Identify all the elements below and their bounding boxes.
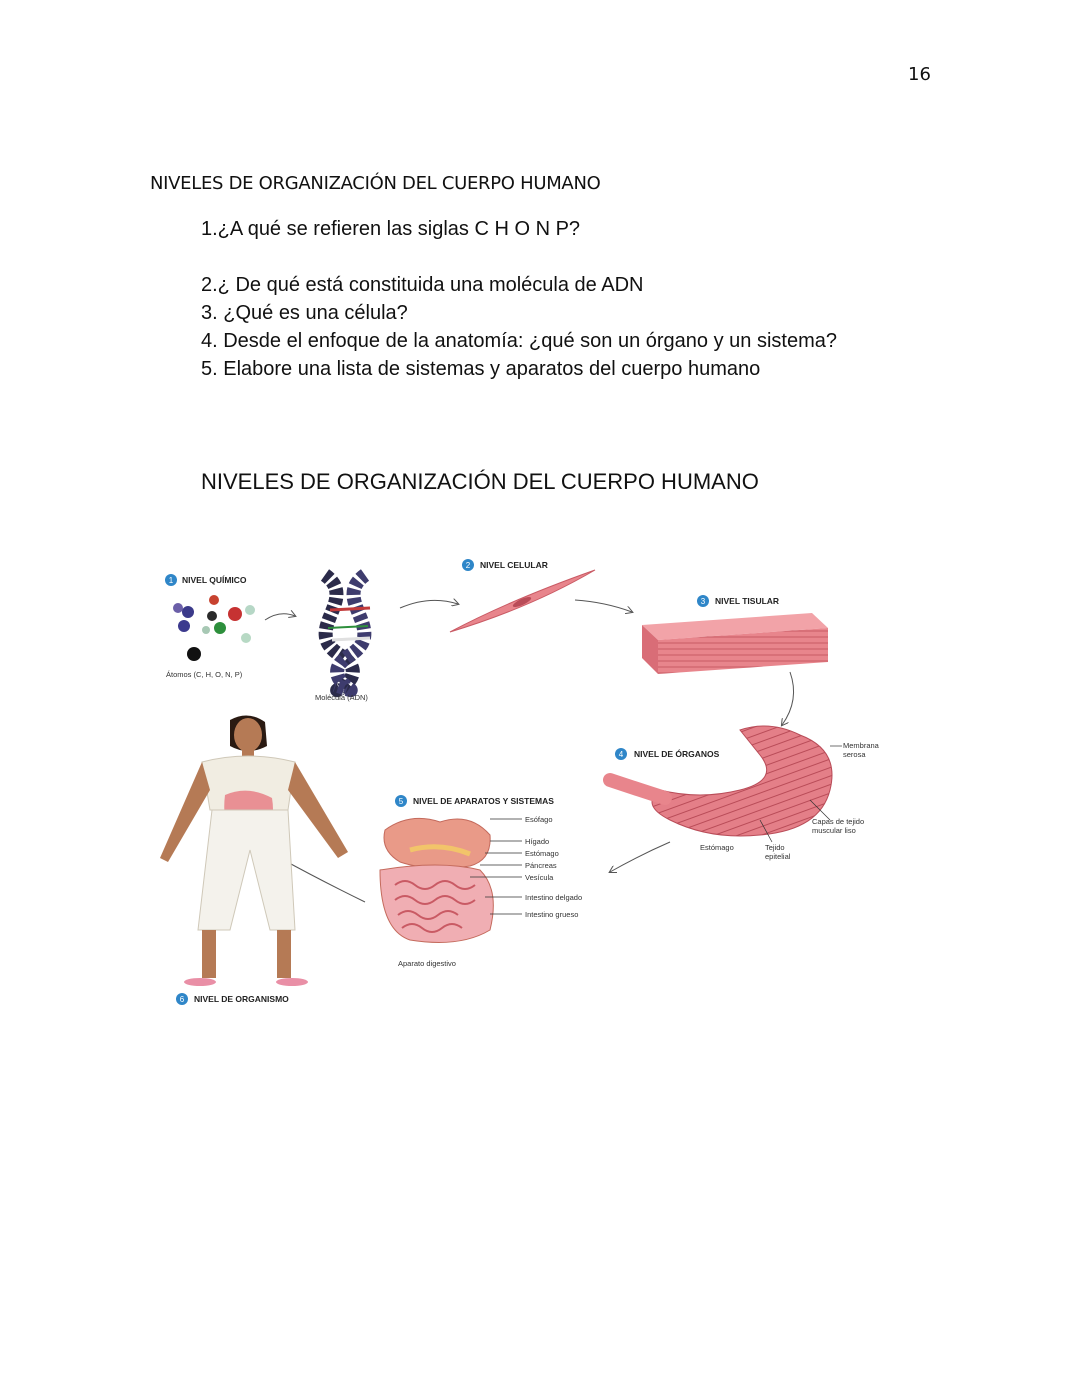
muscle-layers-label-line-1: Capas de tejido bbox=[812, 817, 865, 826]
level-6-number: 6 bbox=[179, 995, 185, 1004]
molecule-label: Molécula (ADN) bbox=[315, 693, 368, 702]
digestive-label-pancreas: Páncreas bbox=[525, 861, 557, 870]
epithelial-label-line-2: epitelial bbox=[765, 852, 791, 861]
girl-illustration bbox=[160, 715, 348, 986]
level-2-number: 2 bbox=[465, 561, 471, 570]
digestive-system-illustration bbox=[380, 818, 493, 942]
question-3: 3. ¿Qué es una célula? bbox=[201, 302, 408, 324]
atoms-illustration bbox=[173, 595, 255, 661]
arrow-1-2 bbox=[265, 614, 295, 620]
organization-levels-diagram bbox=[140, 550, 920, 1020]
digestive-caption: Aparato digestivo bbox=[398, 959, 456, 968]
digestive-label-esofago: Esófago bbox=[525, 815, 553, 824]
question-5: 5. Elabore una lista de sistemas y aparatos del cuerpo humano bbox=[201, 358, 761, 380]
digestive-label-higado: Hígado bbox=[525, 837, 550, 846]
level-3-number: 3 bbox=[700, 597, 706, 606]
level-3-tissue bbox=[642, 595, 828, 675]
level-1-number: 1 bbox=[168, 576, 174, 585]
digestive-label-intestino-grueso: Intestino grueso bbox=[525, 910, 579, 919]
level-6-label: NIVEL DE ORGANISMO bbox=[194, 994, 289, 1004]
question-2: 2.¿ De qué está constituida una molécula de ADN bbox=[201, 274, 644, 296]
level-6-organism bbox=[160, 715, 348, 1005]
arrow-organ-system bbox=[610, 842, 670, 872]
question-1: 1.¿A qué se refieren las siglas C H O N P? bbox=[201, 218, 581, 240]
level-1-label: NIVEL QUÍMICO bbox=[182, 575, 247, 585]
epithelial-label-line-1: Tejido bbox=[765, 843, 785, 852]
level-5-number: 5 bbox=[398, 797, 404, 806]
diagram-title: NIVELES DE ORGANIZACIÓN DEL CUERPO HUMANO bbox=[201, 469, 759, 494]
membrane-label-line-1: Membrana bbox=[843, 741, 879, 750]
atoms-label: Átomos (C, H, O, N, P) bbox=[166, 670, 243, 679]
level-1-chemical bbox=[165, 574, 295, 679]
question-4: 4. Desde el enfoque de la anatomía: ¿qué son un órgano y un sistema? bbox=[201, 330, 837, 352]
arrow-tissue-organ bbox=[782, 672, 794, 725]
section-heading: NIVELES DE ORGANIZACIÓN DEL CUERPO HUMANO bbox=[150, 173, 601, 194]
stomach-label: Estómago bbox=[700, 843, 734, 852]
digestive-label-estomago: Estómago bbox=[525, 849, 559, 858]
level-4-number: 4 bbox=[618, 750, 624, 759]
level-2-cellular bbox=[450, 559, 595, 632]
arrow-molecule-cell bbox=[400, 600, 458, 608]
membrane-label-line-2: serosa bbox=[843, 750, 866, 759]
level-3-label: NIVEL TISULAR bbox=[715, 596, 780, 606]
level-4-organs bbox=[610, 726, 880, 861]
digestive-label-intestino-delgado: Intestino delgado bbox=[525, 893, 583, 902]
stomach-illustration bbox=[652, 726, 832, 836]
level-5-systems bbox=[380, 795, 582, 968]
digestive-label-vesicula: Vesícula bbox=[525, 873, 554, 882]
level-2-label: NIVEL CELULAR bbox=[480, 560, 548, 570]
dna-molecule bbox=[325, 575, 370, 690]
arrow-cell-tissue bbox=[575, 600, 632, 612]
level-4-label: NIVEL DE ÓRGANOS bbox=[634, 749, 720, 759]
page-number: 16 bbox=[908, 64, 931, 85]
muscle-layers-label-line-2: muscular liso bbox=[812, 826, 856, 835]
level-5-label: NIVEL DE APARATOS Y SISTEMAS bbox=[413, 796, 554, 806]
